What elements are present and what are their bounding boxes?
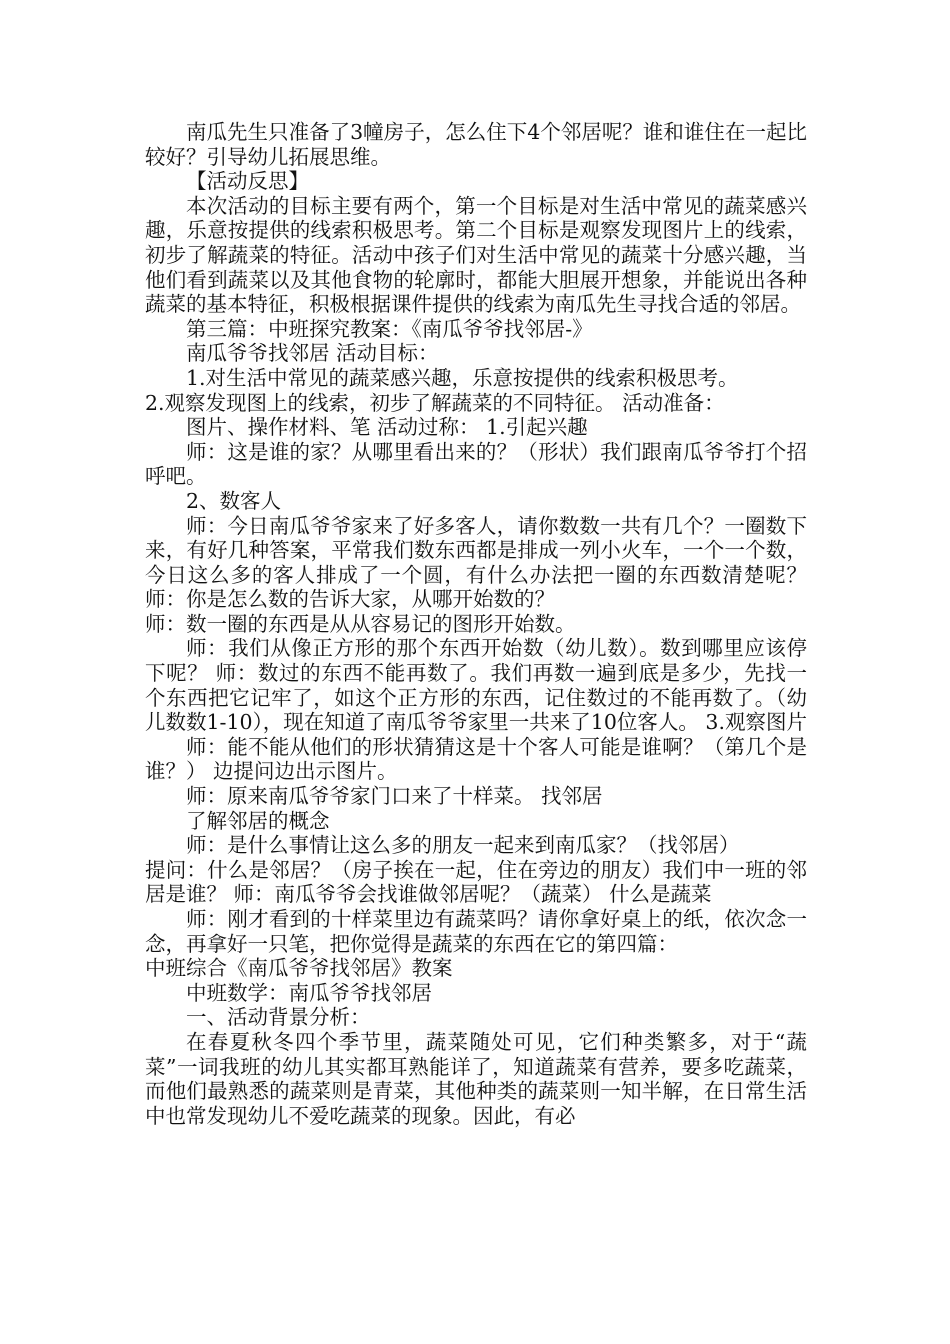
paragraph-activity-goals-title: 南瓜爷爷找邻居 活动目标： (186, 341, 439, 366)
heading-part-four: 中班综合《南瓜爷爷找邻居》教案 (145, 956, 453, 981)
paragraph-what-is-neighbor: 提问：什么是邻居？（房子挨在一起，住在旁边的朋友）我们中一班的邻居是谁？ 师：南瓜爷爷会找谁做邻居呢？（蔬菜） 什么是蔬菜 (145, 857, 807, 907)
heading-background-analysis: 一、活动背景分析： (186, 1005, 371, 1030)
paragraph-three-houses: 南瓜先生只准备了3幢房子，怎么住下4个邻居呢？谁和谁住在一起比较好？引导幼儿拓展思维。 (145, 120, 807, 169)
paragraph-background-body: 在春夏秋冬四个季节里，蔬菜随处可见，它们种类繁多，对于“蔬菜”一词我班的幼儿其实都耳熟能详了，知道蔬菜有营养，要多吃蔬菜，而他们最熟悉的蔬菜则是青菜，其他种类的蔬菜则一知半解，在日常生活中也常发现幼儿不爱吃蔬菜的现象。因此，有必 (145, 1029, 807, 1128)
paragraph-reflection-body: 本次活动的目标主要有两个，第一个目标是对生活中常见的蔬菜感兴趣，乐意按提供的线索积极思考。第二个目标是观察发现图片上的线索，初步了解蔬菜的特征。活动中孩子们对生活中常见的蔬菜十分感兴趣，当他们看到蔬菜以及其他食物的轮廓时，都能大胆展开想象，并能说出各种蔬菜的基本特征，积极根据课件提供的线索为南瓜先生寻找合适的邻居。 (145, 193, 807, 317)
paragraph-materials: 图片、操作材料、笔 活动过称： 1.引起兴趣 (186, 415, 588, 440)
paragraph-neighbor-concept: 了解邻居的概念 (186, 808, 330, 833)
paragraph-why-come: 师：是什么事情让这么多的朋友一起来到南瓜家？（找邻居） (186, 833, 740, 858)
paragraph-goal-one: 1.对生活中常见的蔬菜感兴趣，乐意按提供的线索积极思考。 (186, 365, 739, 390)
paragraph-find-vegetables: 师：刚才看到的十样菜里边有蔬菜吗？请你拿好桌上的纸，依次念一念，再拿好一只笔，把你觉得是蔬菜的东西在它的第四篇： (145, 907, 807, 956)
heading-part-three: 第三篇：中班探究教案：《南瓜爷爷找邻居-》 (186, 316, 593, 341)
paragraph-goal-two: 2.观察发现图上的线索，初步了解蔬菜的不同特征。 活动准备： (145, 390, 725, 415)
heading-count-guests: 2、数客人 (186, 488, 282, 513)
paragraph-count-guests: 师：今日南瓜爷爷家来了好多客人，请你数数一共有几个？一圈数下来，有好几种答案，平常我们数东西都是排成一列小火车，一个一个数，今日这么多的客人排成了一个圆，有什么办法把一圈的东西数清楚呢？ 师：你是怎么数的告诉大家，从哪开始数的？ (145, 513, 807, 612)
paragraph-whose-home: 师：这是谁的家？从哪里看出来的？（形状）我们跟南瓜爷爷打个招呼吧。 (145, 439, 807, 489)
paragraph-count-circle: 师：数一圈的东西是从从容易记的图形开始数。 (145, 611, 576, 636)
paragraph-guess-guests: 师：能不能从他们的形状猜猜这是十个客人可能是谁啊？（第几个是谁？） 边提问边出示图片。 (145, 734, 807, 784)
paragraph-count-from-square: 师：我们从像正方形的那个东西开始数（幼儿数）。数到哪里应该停下呢？ 师：数过的东西不能再数了。我们再数一遍到底是多少，先找一个东西把它记牢了，如这个正方形的东西，记住数过的不能再数了。（幼儿数数1-10），现在知道了南瓜爷爷家里一共来了10位客人。 3.观察图片 (145, 636, 807, 735)
heading-activity-reflection: 【活动反思】 (186, 169, 309, 194)
paragraph-ten-vegetables: 师：原来南瓜爷爷家门口来了十样菜。 找邻居 (186, 784, 603, 809)
document-page (145, 120, 807, 1128)
heading-math-lesson: 中班数学：南瓜爷爷找邻居 (186, 980, 432, 1005)
